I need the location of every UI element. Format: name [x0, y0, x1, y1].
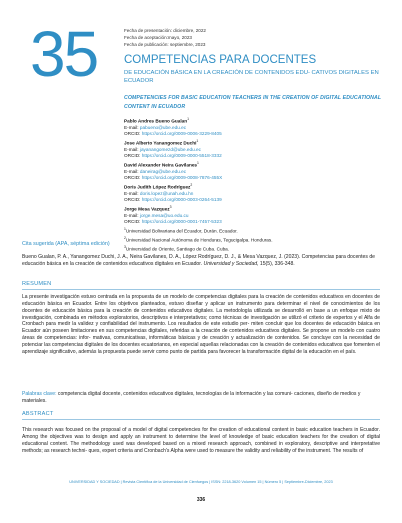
author-list [124, 116, 386, 226]
page-number: 336 [196, 497, 206, 503]
citation-text [22, 254, 380, 267]
author-affiliation-mark: 3 [169, 204, 172, 209]
affiliation [124, 244, 386, 253]
affiliation-mark: 1 [124, 226, 126, 231]
publication-dates [124, 27, 206, 48]
date-published: Fecha de publicación: septiembre, 2023 [124, 42, 206, 47]
resumen-heading: RESUMEN [22, 281, 52, 287]
date-submitted: Fecha de presentación: diciembre, 2022 [124, 28, 206, 33]
article-title-es: COMPETENCIAS PARA DOCENTES [124, 54, 317, 66]
issue-number: 35 [30, 18, 98, 90]
orcid-label: ORCID: [124, 131, 141, 137]
affiliation [124, 235, 386, 244]
orcid-label: ORCID: [124, 153, 141, 159]
abstract-text: This research was focused on the proposal of a model of digital competencies for the creation of educational content in basic education teachers in Ecuador. Among the objectives was to design and apply an instrument to determine the level of knowledge of basic education teachers for the creation of digital educational content. The methodology used was developed based on a mixed research approach, combined in exploratory, descriptive and interpretative methods; as research techni- ques, expert criteria and Cronbach's Alpha were used to measure the validity and reliability of the instrument. The results of [22, 427, 380, 454]
email-label: E-mail: [124, 212, 139, 218]
email-label: E-mail: [124, 125, 139, 131]
abstract-divider [22, 419, 380, 420]
author-affiliation-mark: 2 [190, 182, 193, 187]
affiliation-text: Universidad de Oriente, Santiago de Cuba. Cuba. [125, 246, 230, 252]
orcid-link[interactable]: https://orcid.org/0000-0001-7457-5323 [141, 219, 222, 225]
affiliation-mark: 3 [124, 244, 126, 249]
author-affiliation-mark: 1 [197, 160, 199, 165]
author-name-text: Pablo Andres Bueno Gualan [124, 118, 188, 124]
journal-footer: UNIVERSIDAD Y SOCIEDAD | Revista Científica de la Universidad de Cienfuegos | ISSN: 2218-3620 Volumen 15 | Número 5 | Septiembre-Diciembre, 2023 [69, 480, 333, 484]
keywords [22, 391, 380, 405]
orcid-link[interactable]: https://orcid.org/0000-0003-0264-5139 [141, 197, 222, 203]
abstract-heading: ABSTRACT [22, 411, 54, 417]
email-label: E-mail: [124, 146, 139, 152]
author-name [124, 182, 386, 191]
keywords-label: Palabras clave: [22, 391, 57, 397]
email-link[interactable]: jayanangomezd@ube.edu.ec [139, 146, 201, 152]
author-name [124, 204, 386, 213]
keywords-text: competencia digital docente, contenidos educativos digitales, tecnologías de la información y las comuni- caciones, diseño de medios y materiales. [22, 391, 361, 404]
citation-volume: 15(5), 336-348. [258, 260, 295, 267]
email-link[interactable]: daneirag@ube.edu.ec [139, 168, 187, 174]
affiliation-text: Universidad Nacional Autónoma de Honduras, Tegucigalpa. Honduras. [125, 237, 273, 243]
citation-heading: Cita sugerida (APA, séptima edición) [22, 241, 110, 247]
affiliation-text: Universidad Bolivariana del Ecuador, Durán. Ecuador. [125, 228, 238, 234]
article-subtitle-es: DE EDUCACIÓN BÁSICA EN LA CREACIÓN DE CONTENIDOS EDU- CATIVOS DIGITALES EN ECUADOR [124, 70, 379, 84]
email-link[interactable]: doris.lopez@unah.edu.hn [139, 190, 194, 196]
email-link[interactable]: jorge.mesa@uo.edu.cu [139, 212, 189, 218]
citation-journal: Universidad y Sociedad, [203, 260, 259, 267]
citation-authors: Bueno Gualan, P. A., Yanangomez Duchi, J. A., Neira Gavilanes, D. A., López Rodríguez, D. J., & Mesa Vazquez, J. (2023). Competencias para docentes de educación básica en la creación de contenidos educativos digitales en Ecuador. [22, 254, 375, 267]
author-name [124, 160, 386, 169]
resumen-divider [22, 289, 380, 290]
date-accepted: Fecha de aceptación:mayo, 2023 [124, 35, 192, 40]
email-label: E-mail: [124, 190, 139, 196]
resumen-text: La presente investigación estuvo centrada en la propuesta de un modelo de competencias digitales para la creación de contenidos educativos en docentes de educación básica en Ecuador. Entre los objetivos planteados, estuvo diseñar y aplicar un instrumento para determinar el nivel de conocimientos de los docentes de educación básica para la creación de contenidos educativos digitales. La metodología utilizada se desarrolló en base a un enfoque mixto de investigación, combinada en métodos exploratorios, descriptivos e interpretativos; como técnicas de investigación se utilizó el criterio de expertos y el Alfa de Cronbach para medir la validez y confiabilidad del instrumento. Los resultados de este estudio per- miten concluir que los docentes de educación básica en Ecuador aún poseen limitaciones en sus competencias digitales, referidas a la creación de contenidos educativos digitales. Se propone un modelo con cuatro áreas de competencias: infor- mativas, comunicativas, informáticas básicas y de creación y actualización de contenidos. Se concluye con la necesidad de potenciar las competencias digitales de los docentes ecuatorianos, en especial aquellas relacionadas con la creación de contenidos educativos que fomenten el aprendizaje significativo, además la propuesta puede servir como punto de partida para favorecer la transformación digital de la educación en el país. [22, 294, 380, 355]
affiliation-list [124, 226, 386, 253]
affiliation-mark: 2 [124, 235, 126, 240]
orcid-link[interactable]: https://orcid.org/0009-0008-7876-455X [141, 175, 223, 181]
orcid-label: ORCID: [124, 175, 141, 181]
author-name-text: David Alexander Neira Gavilanes [124, 162, 198, 168]
orcid-link[interactable]: https://orcid.org/0009-0000-5518-3332 [141, 153, 222, 159]
author-name-text: Doris Judith López Rodríguez [124, 184, 191, 190]
author-affiliation-mark: 1 [196, 138, 199, 143]
email-label: E-mail: [124, 168, 139, 174]
affiliation [124, 226, 386, 235]
orcid-link[interactable]: https://orcid.org/0009-0006-3229-8405 [141, 131, 222, 137]
author-name-text: Jorge Mesa Vazquez [124, 206, 170, 212]
author-affiliation-mark: 1 [187, 117, 190, 121]
author-block [124, 116, 386, 253]
orcid-label: ORCID: [124, 197, 141, 203]
author-name-text: Jose Alberto Yanangomez Duchi [124, 140, 197, 146]
author-name [124, 116, 386, 125]
article-title-en: COMPETENCIES FOR BASIC EDUCATION TEACHERS IN THE CREATION OF DIGITAL EDUCATIONAL CONTENT IN ECUADOR [124, 95, 382, 110]
email-link[interactable]: pabueno@ube.edu.ec [139, 125, 187, 131]
orcid-label: ORCID: [124, 219, 141, 225]
author-name [124, 138, 386, 147]
